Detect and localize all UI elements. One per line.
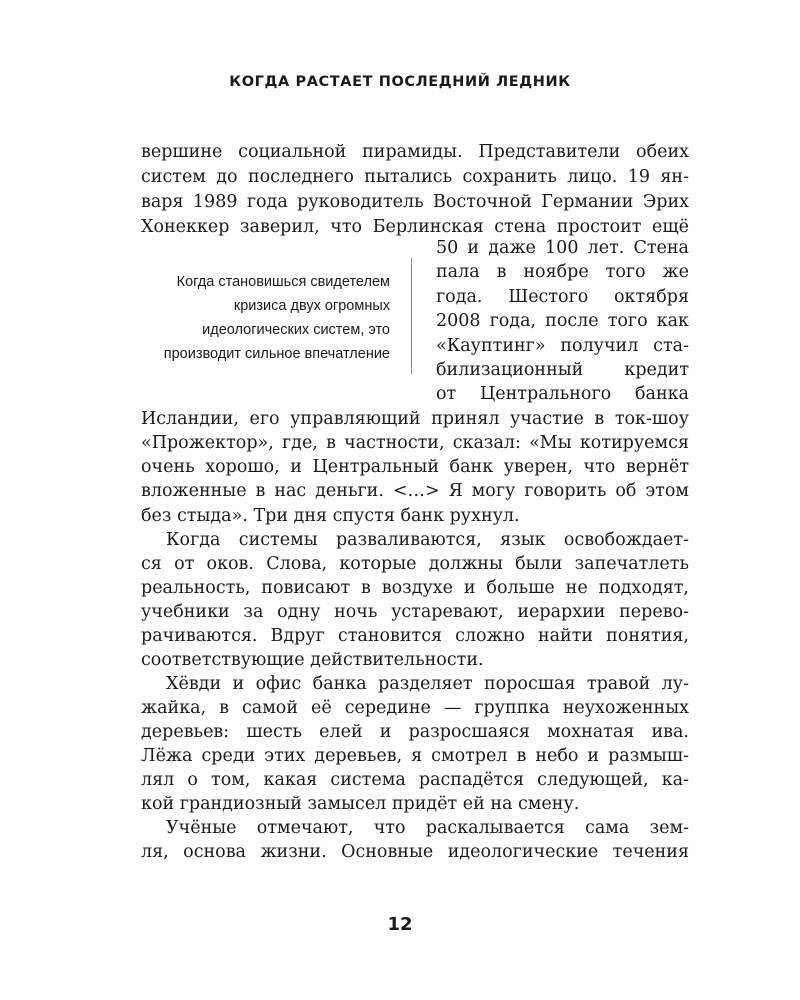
body-line: 2008 года, после того как bbox=[436, 311, 689, 331]
body-line: жайка, в самой её середине — группка неухоженных bbox=[141, 698, 689, 718]
body-line: «Кауптинг» получил ста- bbox=[436, 336, 689, 356]
pull-quote-line: кризиса двух огромных bbox=[233, 298, 390, 314]
body-line: от Центрального банка bbox=[436, 384, 689, 404]
pull-quote-line: идеологических систем, это bbox=[202, 322, 390, 338]
body-line: кой грандиозный замысел придёт ей на смену. bbox=[141, 794, 580, 814]
body-line: Лёжа среди этих деревьев, я смотрел в небо и размыш- bbox=[141, 746, 689, 766]
body-line: без стыда». Три дня спустя банк рухнул. bbox=[141, 506, 520, 526]
body-line: варя 1989 года руководитель Восточной Германии Эрих bbox=[141, 192, 689, 212]
body-line: пала в ноябре того же bbox=[436, 262, 689, 282]
body-line: года. Шестого октября bbox=[436, 287, 689, 307]
body-line: Хёвди и офис банка разделяет поросшая травой лу- bbox=[166, 674, 689, 694]
page-number: 12 bbox=[387, 914, 413, 935]
body-line: Хонеккер заверил, что Берлинская стена простоит ещё bbox=[141, 217, 689, 237]
body-line: Учёные отмечают, что раскалывается сама зем- bbox=[166, 818, 689, 838]
body-line: рачиваются. Вдруг становится сложно найти понятия, bbox=[141, 626, 689, 646]
body-line: ся от оков. Слова, которые должны были запечатлеть bbox=[141, 554, 689, 574]
pull-quote-line: Когда становишься свидетелем bbox=[176, 274, 390, 290]
body-line: реальность, повисают в воздухе и больше не подходят, bbox=[141, 578, 689, 598]
body-line: Когда системы разваливаются, язык освобождает- bbox=[166, 530, 689, 550]
pull-quote-line: производит сильное впечатление bbox=[163, 346, 390, 362]
pull-quote bbox=[120, 270, 390, 366]
body-line: деревьев: шесть елей и разросшаяся мохнатая ива. bbox=[141, 722, 689, 742]
body-line: Исландии, его управляющий принял участие в ток-шоу bbox=[141, 409, 689, 429]
body-line: ля, основа жизни. Основные идеологические течения bbox=[141, 842, 689, 862]
body-line: билизационный кредит bbox=[436, 360, 689, 380]
body-line: «Прожектор», где, в частности, сказал: «Мы котируемся bbox=[141, 433, 689, 453]
body-line: учебники за одну ночь устаревают, иерархии перево- bbox=[141, 602, 689, 622]
body-line: вершине социальной пирамиды. Представители обеих bbox=[141, 142, 689, 162]
body-line: 50 и даже 100 лет. Стена bbox=[436, 238, 689, 258]
body-line: систем до последнего пытались сохранить лицо. 19 ян- bbox=[141, 167, 689, 187]
pull-quote-rule bbox=[411, 258, 412, 374]
running-head: КОГДА РАСТАЕТ ПОСЛЕДНИЙ ЛЕДНИК bbox=[229, 74, 571, 90]
body-line: соответствующие действительности. bbox=[141, 650, 484, 670]
body-line: очень хорошо, и Центральный банк уверен, что вернёт bbox=[141, 457, 689, 477]
body-line: лял о том, какая система распадётся следующей, ка- bbox=[141, 770, 689, 790]
body-line: вложенные в нас деньги. <…> Я могу говорить об этом bbox=[141, 481, 689, 501]
